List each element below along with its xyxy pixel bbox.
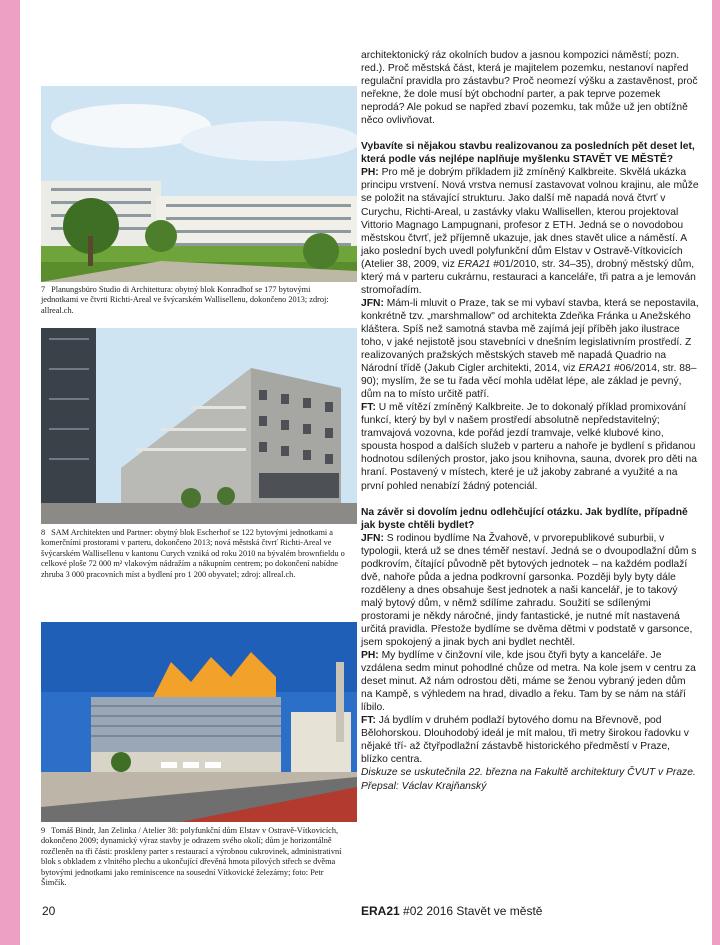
running-footer [361, 904, 542, 918]
answer-paragraph [361, 401, 699, 492]
speaker-label: JFN: [361, 297, 384, 309]
answer-text: S rodinou bydlíme Na Žvahově, v prvorepublikové suburbii, v typologii, která už se dnes téměř nestaví. Jedná se o dvoupodlažní dům s podkrovím, čítající původně pět bytových jednotek – na každém podlaží dvě, nahoře půda a jedna podkrovní garsonka. Později byly byty dále rozděleny a dnes obsahuje šest jednotek a naši kancelář, je to takový malý bytový dům, v němž sdílíme zahradu. Soužití se sdílenými prostorami je někdy náročné, jindy fantastické, je nutné mít nastavená určitá pravidla. Přestože bydlíme se dvěma dětmi v podstatě v garsonce, jsem spokojený a jinak bych ani bydlet nechtěl. [361, 532, 697, 649]
question: Vybavíte si nějakou stavbu realizovanou za posledních pět deset let, která podle vás nejlépe naplňuje myšlenku STAVĚT VE MĚSTĚ? [361, 141, 695, 166]
photo-elstav [41, 622, 357, 822]
issue-title: #02 2016 Stavět ve městě [399, 904, 543, 918]
answer-text: Já bydlím v druhém podlaží bytového domu na Břevnově, pod Bělohorskou. Dlouhodobý ideál je mít malou, tři metry širokou řadovku v nějaké tří- až čtyřpodlažní zástavbě historického předměstí v Praze, blízko centra. [361, 715, 689, 766]
magazine-page [20, 0, 712, 945]
caption-text: Tomáš Bindr, Jan Zelinka / Atelier 38: polyfunkční dům Elstav v Ostravě-Vítkovicích, dokončeno 2009; dynamický výraz stavby je odrazem svého okolí; dům je horizontálně rozčleněn na tři části: proskleny parter s restaurací a výrobnou cukrovinek, administrativní blok s obkladem z vlnitého plechu a ukončující dřevěná hmota pilových střech se dvěma bytovými jednotkami jako reminiscence na sousední Vítkovické železárny; foto: Petr Šimčík. [41, 826, 342, 888]
answer-paragraph [361, 297, 699, 401]
answer-paragraph [361, 166, 699, 296]
speaker-label: FT: [361, 715, 376, 727]
caption-text: Planungsbüro Studio di Architettura: obytný blok Konradhof se 177 bytovými jednotkami ve čtvrti Richti-Areal ve švýcarském Wallisellenu, dokončeno 2013; zdroj: allreal.ch. [41, 285, 329, 315]
answer-paragraph [361, 532, 699, 649]
closing-note: Diskuze se uskutečnila 22. března na Fakultě architektury ČVUT v Praze. Přepsal: Václav Krajňanský [361, 767, 696, 792]
speaker-label: JFN: [361, 532, 384, 544]
caption-number: 8 [41, 528, 46, 537]
speaker-label: FT: [361, 402, 376, 414]
answer-text: Mám-li mluvit o Praze, tak se mi vybaví stavba, která se nepostavila, konkrétně tzv. „marshmallow" od architekta Zdeňka Fránka u Anežského kláštera. Spíš než samotná stavba mě zajímá její příběh jako ilustrace toho, v jaké nejistotě jsou stavebníci v dnešním legislativním prostředí. Z realizovaných pražských městských staveb mě napadá Quadrio na Národní třídě (Jakub Cigler architekti, 2014, viz [361, 297, 699, 375]
caption-number: 9 [41, 826, 46, 835]
answer-text: U mě vítězí zmíněný Kalkbreite. Je to dokonalý příklad promixování funkcí, který by byl v našem prostředí absolutně nepředstavitelný; tramvajová vozovna, kde pořád jezdí tramvaje, velké klubové kino, spousta hospod a dalších služeb v parteru a nahoře je bydlení s přidanou hodnotou sdílených prostor, jako jsou knihovna, sauna, dvorek pro děti na hraní. Postavený v místech, které je už jakoby zabrané a využité a na první pohled nenabízí žádný potenciál. [361, 402, 698, 492]
photo-escherhof [41, 328, 357, 524]
magazine-reference: ERA21 [578, 363, 612, 375]
question: Na závěr si dovolím jednu odlehčující otázku. Jak bydlíte, případně jak byste chtěli bydlet? [361, 506, 688, 531]
photo-caption [41, 285, 345, 316]
magazine-name: ERA21 [361, 904, 400, 918]
interview-text [361, 49, 699, 793]
answer-text: Pro mě je dobrým příkladem již zmíněný Kalkbreite. Skvělá ukázka principu vrstvení. Nová vrstva nemusí zastavovat volnou krajinu, ale může se položit na stávající strukturu. Jako další mě napadá nová čtvrť v Curychu, Richti-Areal, u zastávky vlaku Wallisellen, kterou projektoval Vittorio Magnago Lampugnani, profesor z ETH. Jedná se o novodobou městskou čtvrť, jež příjemně ukazuje, jak dnes stavět ulice a náměstí. A jako poslední bych uvedl polyfunkční dům Elstav v Ostravě-Vítkovicích (Atelier 38, 2009, viz [361, 167, 699, 270]
photo-konradhof [41, 86, 357, 282]
caption-number: 7 [41, 285, 46, 294]
answer-text: #06/2014, str. 88–90); myslím, že se tu řada věcí mohla udělat lépe, ale základ je pevný, dům na to místo určitě patří. [361, 363, 697, 401]
answer-text: My bydlíme v činžovní vile, kde jsou čtyři byty a kanceláře. Je vzdálena sedm minut pohodlné chůze od metra. Na kole jsem v centru za deset minut. Až nám odrostou děti, máme se ženou vybraný jeden dům na Kampě, s výhledem na hrad, divadlo a řeku. Tam by se nám na stáří líbilo. [361, 650, 696, 714]
page-number: 20 [42, 904, 56, 918]
speaker-label: PH: [361, 650, 379, 662]
speaker-label: PH: [361, 167, 379, 179]
answer-paragraph [361, 714, 699, 766]
caption-text: SAM Architekten und Partner: obytný blok Escherhof se 122 bytovými jednotkami a komerčními prostorami v parteru, dokončeno 2013; nová městská čtvrť Richti-Areal ve švýcarském Wallisellenu v kantonu Curych vzniká od roku 2010 na bývalém brownfieldu o celkové ploše 72 000 m² vlakovým nádražím a nákupním centrem; po dokončení nabídne zhruba 3 000 pracovních míst a bydlení pro 1 200 obyvatel; zdroj: allreal.ch. [41, 528, 345, 579]
answer-paragraph [361, 649, 699, 714]
intro-paragraph: architektonický ráz okolních budov a jasnou kompozici náměstí; pozn. red.). Proč městská část, která je majitelem pozemku, nestanoví napřed regulační pravidla pro zástavbu? Proč neomezí výšku a zastavěnost, proč neřekne, že dole musí být obchodní parter, a pak teprve pozemek neprodá? Ale pokud se napřed zbaví pozemku, tak může už jen obtížně něco ovlivňovat. [361, 50, 698, 127]
magazine-reference: ERA21 [457, 258, 491, 270]
photo-caption [41, 528, 345, 580]
answer-text: #01/2010, str. 34–35), drobný městský dům, který má v parteru cukrárnu, restauraci a kanceláře, tři patra a je lemován stromořadím. [361, 258, 696, 296]
photo-caption [41, 826, 345, 888]
